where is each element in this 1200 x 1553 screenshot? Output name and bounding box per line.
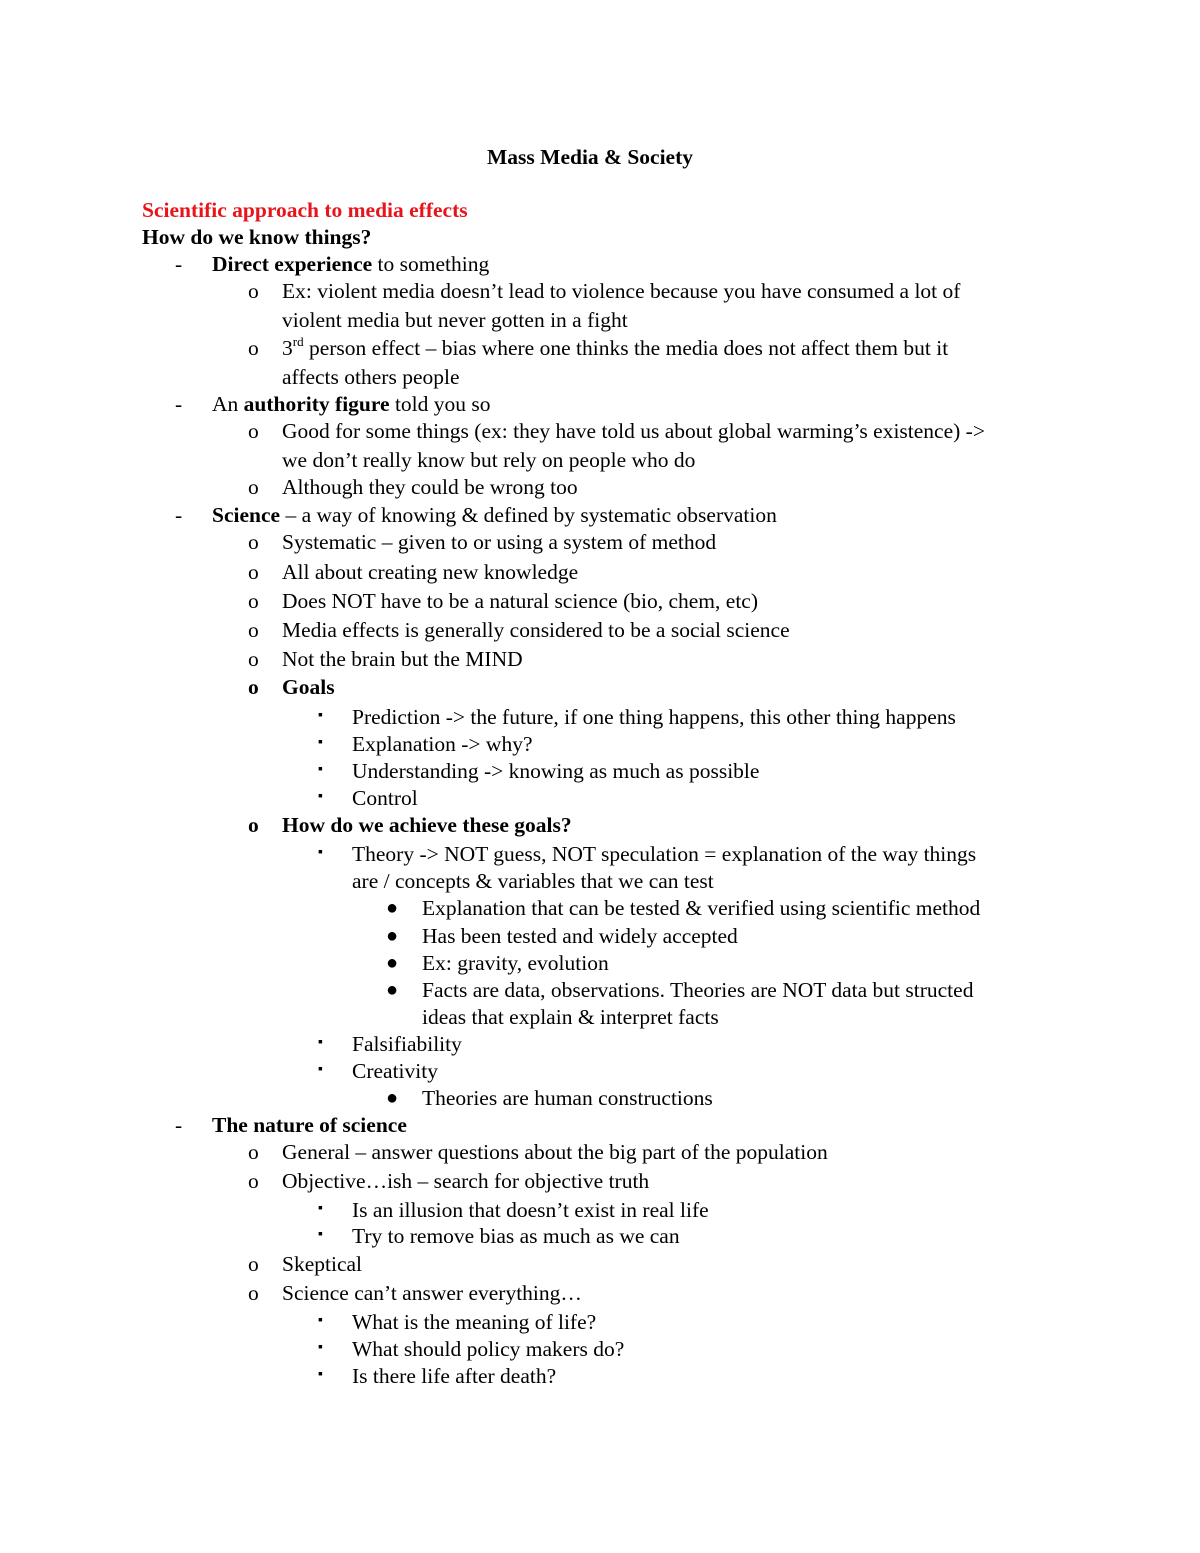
- direct-example-line-1: Ex: violent media doesn’t lead to violence because you have consumed a lot of: [282, 279, 961, 303]
- dot-bullet: ●: [386, 979, 399, 1001]
- circle-bullet: o: [248, 475, 259, 499]
- page-title: Mass Media & Society: [487, 145, 694, 169]
- nature-objective: Objective…ish – search for objective truth: [282, 1169, 650, 1193]
- circle-bullet: o: [248, 279, 259, 303]
- goal-understanding: Understanding -> knowing as much as possible: [352, 759, 760, 783]
- square-bullet: ▪: [318, 1367, 323, 1382]
- square-bullet: ▪: [318, 1201, 323, 1216]
- circle-bullet: o: [248, 1140, 259, 1164]
- circle-bullet: o: [248, 336, 259, 360]
- bold-term: Direct experience: [212, 252, 373, 276]
- science-point-5: Not the brain but the MIND: [282, 647, 523, 671]
- circle-bullet: o: [248, 560, 259, 584]
- theory-point-1: Explanation that can be tested & verified using scientific method: [422, 896, 981, 920]
- third-person-line-2: affects others people: [282, 365, 460, 389]
- science-point-3: Does NOT have to be a natural science (bio, chem, etc): [282, 589, 758, 613]
- item-text: – a way of knowing & defined by systematic observation: [280, 503, 777, 527]
- nature-cant-answer: Science can’t answer everything…: [282, 1281, 582, 1305]
- dot-bullet: ●: [386, 1087, 399, 1109]
- square-bullet: ▪: [318, 1062, 323, 1077]
- goal-control: Control: [352, 786, 418, 810]
- circle-bullet: o: [248, 647, 259, 671]
- bold-term: Science: [212, 503, 281, 527]
- authority-wrong: Although they could be wrong too: [282, 475, 578, 499]
- square-bullet: ▪: [318, 789, 323, 804]
- dash-bullet: -: [175, 252, 183, 276]
- authority-good-line-2: we don’t really know but rely on people who do: [282, 448, 696, 472]
- theory-point-2: Has been tested and widely accepted: [422, 924, 738, 948]
- circle-bullet: o: [248, 589, 259, 613]
- science-point-1: Systematic – given to or using a system of method: [282, 530, 717, 554]
- authority-good-line-1: Good for some things (ex: they have told us about global warming’s existence) ->: [282, 419, 985, 443]
- objective-point-2: Try to remove bias as much as we can: [352, 1224, 680, 1248]
- square-bullet: ▪: [318, 735, 323, 750]
- circle-bullet: o: [248, 1281, 259, 1305]
- square-bullet: ▪: [318, 1035, 323, 1050]
- square-bullet: ▪: [318, 1340, 323, 1355]
- circle-bullet: o: [248, 813, 259, 837]
- item-authority-figure: [212, 394, 491, 416]
- nature-general: General – answer questions about the big part of the population: [282, 1140, 828, 1164]
- section-heading: Scientific approach to media effects: [142, 198, 468, 222]
- theory-line-2: are / concepts & variables that we can test: [352, 869, 714, 893]
- item-text: to something: [372, 252, 490, 276]
- third-text: person effect – bias where one thinks the media does not affect them but it: [303, 336, 949, 360]
- item-text: An: [212, 392, 244, 416]
- nature-heading: The nature of science: [212, 1113, 407, 1137]
- circle-bullet: o: [248, 530, 259, 554]
- square-bullet: ▪: [318, 1313, 323, 1328]
- theory-line-1: Theory -> NOT guess, NOT speculation = explanation of the way things: [352, 842, 977, 866]
- creativity: Creativity: [352, 1059, 438, 1083]
- third-superscript: rd: [292, 334, 304, 349]
- achieve-heading: How do we achieve these goals?: [282, 813, 572, 837]
- square-bullet: ▪: [318, 845, 323, 860]
- objective-point-1: Is an illusion that doesn’t exist in real life: [352, 1198, 709, 1222]
- circle-bullet: o: [248, 1169, 259, 1193]
- square-bullet: ▪: [318, 1227, 323, 1242]
- question-heading: How do we know things?: [142, 225, 372, 249]
- theory-point-3: Ex: gravity, evolution: [422, 951, 609, 975]
- circle-bullet: o: [248, 675, 259, 699]
- dot-bullet: ●: [386, 925, 399, 947]
- circle-bullet: o: [248, 419, 259, 443]
- theory-point-4-line-1: Facts are data, observations. Theories are NOT data but structed: [422, 978, 974, 1002]
- dash-bullet: -: [175, 1113, 183, 1137]
- item-science: [212, 505, 777, 527]
- goals-heading: Goals: [282, 675, 335, 699]
- item-text: told you so: [389, 392, 491, 416]
- direct-example-line-2: violent media but never gotten in a fight: [282, 308, 628, 332]
- cant-answer-point-2: What should policy makers do?: [352, 1337, 625, 1361]
- cant-answer-point-1: What is the meaning of life?: [352, 1310, 597, 1334]
- square-bullet: ▪: [318, 708, 323, 723]
- dash-bullet: -: [175, 503, 183, 527]
- science-point-2: All about creating new knowledge: [282, 560, 579, 584]
- dot-bullet: ●: [386, 897, 399, 919]
- bold-term: authority figure: [243, 392, 390, 416]
- circle-bullet: o: [248, 618, 259, 642]
- dash-bullet: -: [175, 392, 183, 416]
- third-person-effect: [282, 334, 949, 360]
- dot-bullet: ●: [386, 952, 399, 974]
- square-bullet: ▪: [318, 762, 323, 777]
- nature-skeptical: Skeptical: [282, 1252, 363, 1276]
- goal-explanation: Explanation -> why?: [352, 732, 533, 756]
- falsifiability: Falsifiability: [352, 1032, 462, 1056]
- goal-prediction: Prediction -> the future, if one thing happens, this other thing happens: [352, 705, 956, 729]
- creativity-point-1: Theories are human constructions: [422, 1086, 713, 1110]
- circle-bullet: o: [248, 1252, 259, 1276]
- item-direct-experience: [212, 254, 489, 276]
- theory-point-4-line-2: ideas that explain & interpret facts: [422, 1005, 719, 1029]
- third-number: 3: [282, 336, 293, 360]
- cant-answer-point-3: Is there life after death?: [352, 1364, 557, 1388]
- science-point-4: Media effects is generally considered to be a social science: [282, 618, 790, 642]
